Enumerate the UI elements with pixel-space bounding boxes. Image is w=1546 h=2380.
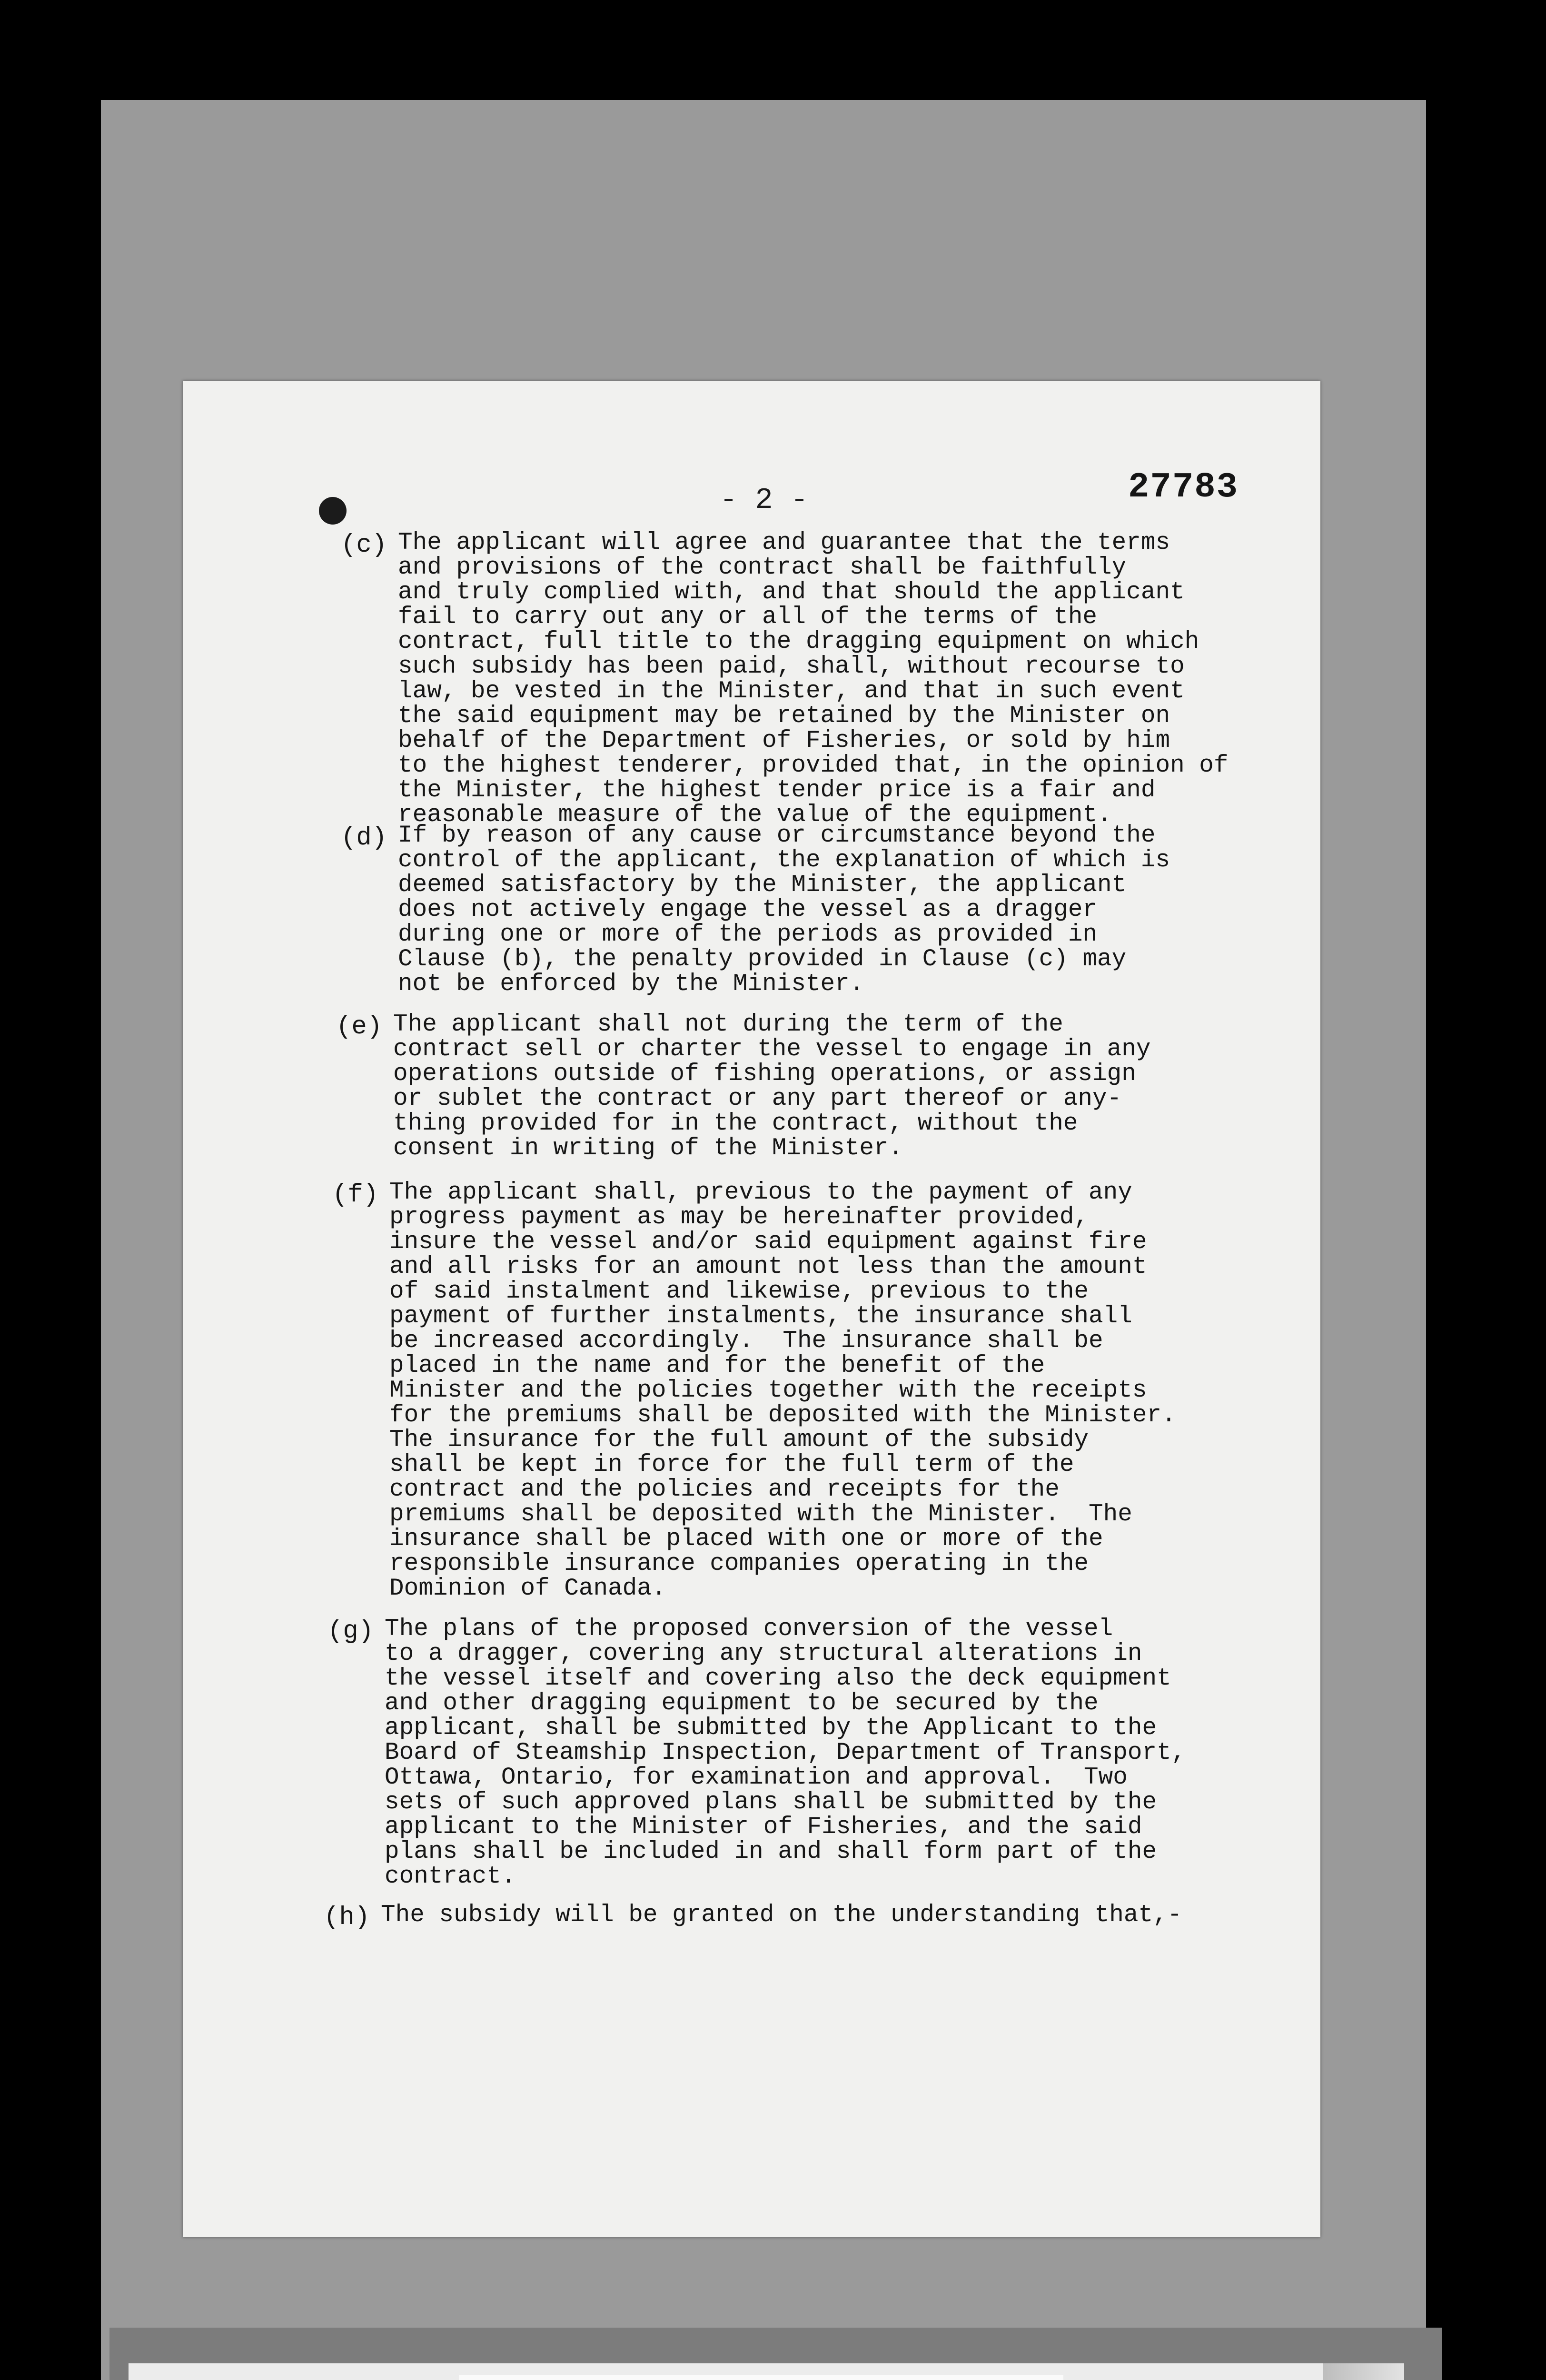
punch-hole [319,497,347,525]
clause-text: The applicant will agree and guarantee that the terms and provisions of the contract shall be faithfully and truly complied with, and that should the applicant fail to carry out any or all of the terms of the contract, full title to the dragging equipment on which such subsidy has been paid, shall, without recourse to law, be vested in the Minister, and that in such event the said equipment may be retained by the Minister on behalf of the Department of Fisheries, or sold by him to the highest tenderer, provided that, in the opinion of the Minister, the highest tender price is a fair and reasonable measure of the value of the equipment. [398,529,1229,829]
document-number: 27783 [1128,467,1239,507]
page-number: - 2 - [720,483,809,517]
clause-text: The plans of the proposed conversion of the vessel to a dragger, covering any structural alterations in the vessel itself and covering also the deck equipment and other dragging equipment to be secured by the applicant, shall be submitted by the Applicant to the Board of Steamship Inspection, Department of Transport, Ottawa, Ontario, for examination and approval. Two sets of such approved plans shall be submitted by the applicant to the Minister of Fisheries, and the said plans shall be included in and shall form part of the contract. [385,1616,1186,1890]
clause-text: The applicant shall not during the term of the contract sell or charter the vessel to engage in any operations outside of fishing operations, or assign or sublet the contract or any part thereof or any- thing provided for in the contract, without the consent in writing of the Minister. [393,1011,1151,1162]
clause-text: The subsidy will be granted on the understanding that,- [381,1902,1182,1929]
clause-text: The applicant shall, previous to the payment of any progress payment as may be hereinafter provided, insure the vessel and/or said equipment against fire and all risks for an amount not less than the amount of said instalment and likewise, previous to the payment of further instalments, the insurance shall be increased accordingly. The insurance shall be placed in the name and for the benefit of the Minister and the policies together with the receipts for the premiums shall be deposited with the Minister. The insurance for the full amount of the subsidy shall be kept in force for the full term of the contract and the policies and receipts for the premiums shall be deposited with the Minister. The insurance shall be placed with one or more of the responsible insurance companies operating in the Dominion of Canada. [389,1179,1176,1602]
clause-text: If by reason of any cause or circumstance beyond the control of the applicant, the explanation of which is deemed satisfactory by the Minister, the applicant does not actively engage the vessel as a dragger during one or more of the periods as provided in Clause (b), the penalty provided in Clause (c) may not be enforced by the Minister. [398,822,1170,998]
volume-reference-label [459,2375,1063,2380]
clause-label: (h) [324,1903,370,1932]
clause-label: (g) [327,1617,374,1646]
archive-tab-shadow [1323,2363,1404,2380]
clause-label: (e) [336,1012,383,1041]
clause-label: (f) [332,1180,379,1210]
clause-label: (c) [341,531,387,560]
clause-label: (d) [341,823,387,853]
